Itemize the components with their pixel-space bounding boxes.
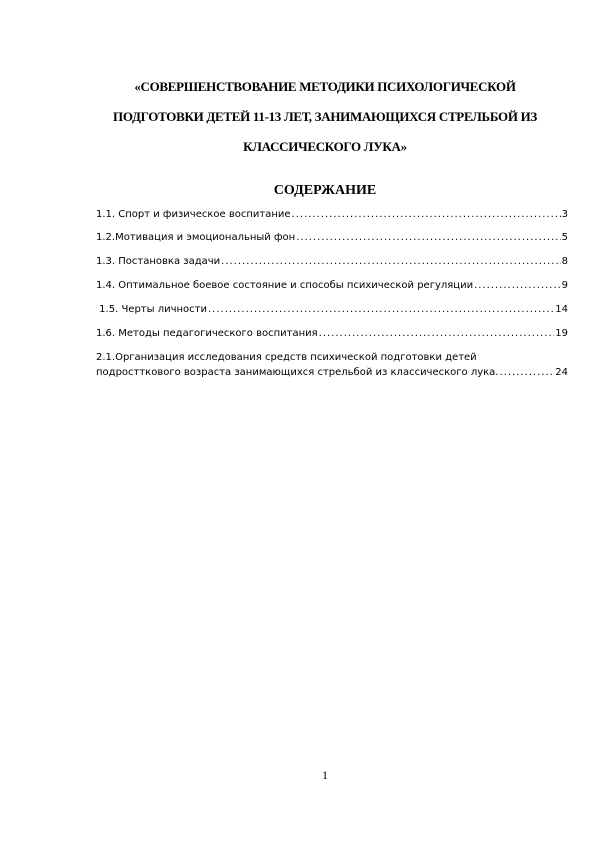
toc-entry-label: 1.4. Оптимальное боевое состояние и способы психической регуляции [96, 280, 474, 291]
title-line: «СОВЕРШЕНСТВОВАНИЕ МЕТОДИКИ ПСИХОЛОГИЧЕСКОЙ [134, 79, 516, 94]
toc-leader-dots [500, 365, 555, 380]
toc-entry[interactable] [96, 254, 568, 269]
toc-entry-page: 8 [561, 256, 568, 267]
toc-entry[interactable] [96, 230, 568, 245]
title-line: ПОДГОТОВКИ ДЕТЕЙ 11-13 ЛЕТ, ЗАНИМАЮЩИХСЯ СТРЕЛЬБОЙ ИЗ [113, 109, 537, 124]
toc-entry-page: 9 [561, 280, 568, 291]
toc-entry-page: 3 [561, 209, 568, 220]
toc-entry-label: 1.1. Спорт и физическое воспитание [96, 209, 291, 220]
toc-entry[interactable] [96, 278, 568, 293]
toc-entry[interactable] [96, 326, 568, 341]
toc-entry[interactable] [96, 207, 568, 222]
toc-leader-dots [208, 302, 554, 317]
toc-heading: СОДЕРЖАНИЕ [273, 183, 377, 198]
toc-entry-label: 1.5. Черты личности [96, 304, 207, 315]
toc-entry-label-line1: 2.1.Организация исследования средств психической подготовки детей [96, 352, 477, 363]
toc-leader-dots [296, 230, 560, 245]
table-of-contents [96, 207, 568, 380]
toc-entry-label: подростткового возраста занимающихся стрельбой из классического лука. [96, 367, 499, 378]
toc-entry-label: 1.2.Мотивация и эмоциональный фон [96, 232, 296, 243]
toc-entry-label: 1.6. Методы педагогического воспитания [96, 328, 318, 339]
toc-entry-label: 1.3. Постановка задачи [96, 256, 221, 267]
document-title [80, 72, 570, 162]
toc-entry-page: 5 [561, 232, 568, 243]
toc-entry-page: 24 [555, 367, 568, 378]
page-number: 1 [322, 768, 328, 782]
toc-leader-dots [292, 207, 561, 222]
title-line: КЛАССИЧЕСКОГО ЛУКА» [243, 139, 407, 154]
toc-entry[interactable] [96, 350, 568, 380]
toc-leader-dots [221, 254, 560, 269]
toc-leader-dots [474, 278, 561, 293]
toc-entry-page: 14 [555, 304, 568, 315]
toc-entry-page: 19 [555, 328, 568, 339]
toc-leader-dots [319, 326, 555, 341]
toc-entry[interactable] [96, 302, 568, 317]
